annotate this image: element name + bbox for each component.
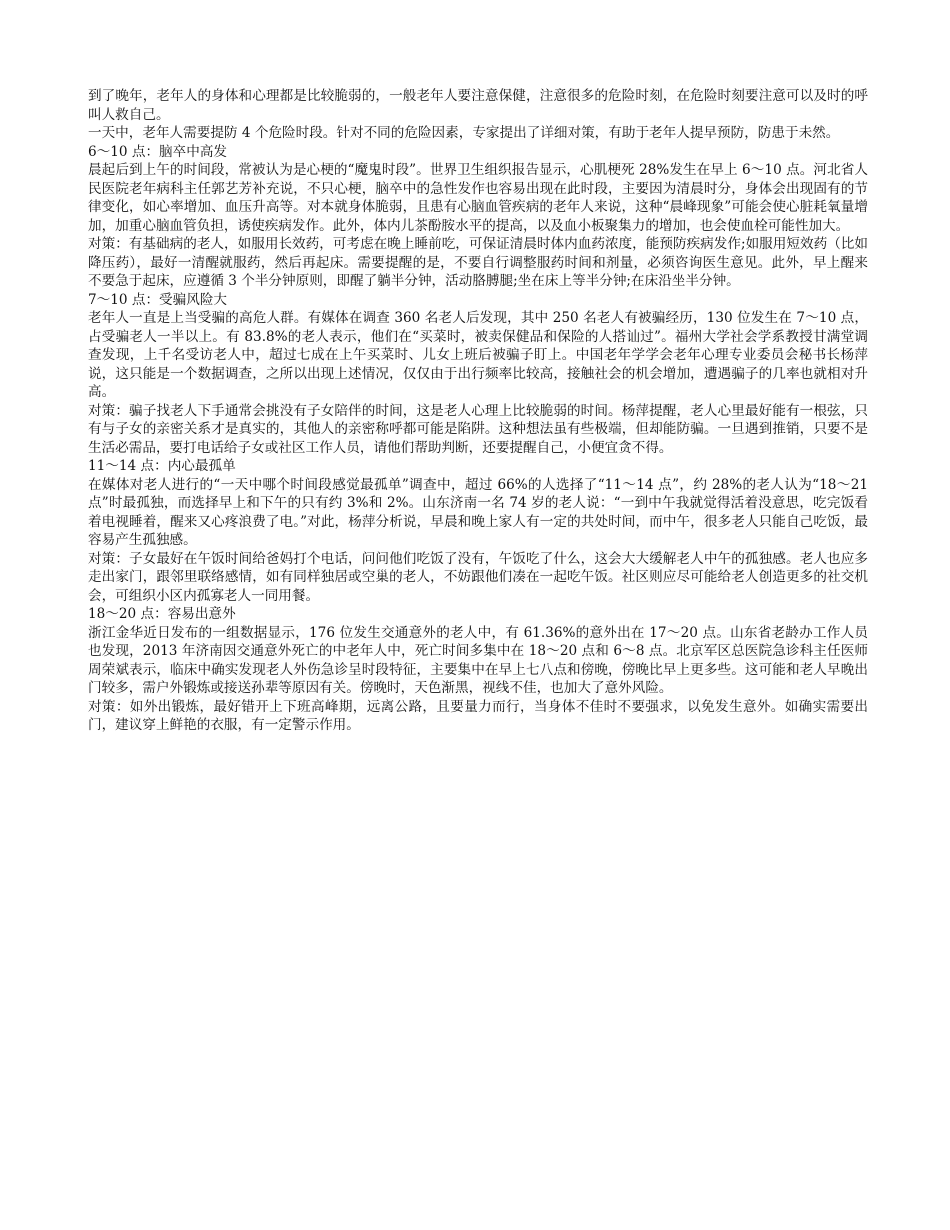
section-heading: 6～10 点：脑卒中高发 [88, 143, 228, 160]
countermeasure-paragraph: 对策：有基础病的老人，如服用长效药，可考虑在晚上睡前吃，可保证清晨时体内血药浓度，能预防疾病发作;如服用短效药（比如降压药），最好一清醒就服药，然后再起床。需要提醒的是，不要自行调整服药时间和剂量，必须咨询医生意见。此外，早上醒来不要急于起床，应遵循 3 个半分钟原则，即醒了躺半分钟，活动胳膊腿;坐在床上等半分钟;在床沿坐半分钟。 [88, 236, 868, 289]
section-paragraph: 浙江金华近日发布的一组数据显示，176 位发生交通意外的老人中，有 61.36%的意外出在 17～20 点。山东省老龄办工作人员也发现，2013 年济南因交通意外死亡的中老年人中，死亡时间多集中在 18～20 点和 6～8 点。北京军区总医院急诊科主任医师周荣斌表示，临床中确实发现老人外伤急诊呈时段特征，主要集中在早上七八点和傍晚，傍晚比早上更多些。这可能和老人早晚出门较多，需户外锻炼或接送孙辈等原因有关。傍晚时，天色渐黑，视线不佳，也加大了意外风险。 [88, 624, 868, 696]
section-paragraph: 在媒体对老人进行的“一天中哪个时间段感觉最孤单”调查中，超过 66%的人选择了“11～14 点”，约 28%的老人认为“18～21 点”时最孤独，而选择早上和下午的只有约 3%和 2%。山东济南一名 74 岁的老人说：“一到中午我就觉得活着没意思，吃完饭看着电视睡着，醒来又心疼浪费了电。”对此，杨萍分析说，早晨和晚上家人有一定的共处时间，而中午，很多老人只能自己吃饭，最容易产生孤独感。 [88, 476, 868, 548]
document-page [88, 87, 868, 735]
intro-paragraph-2: 一天中，老年人需要提防 4 个危险时段。针对不同的危险因素，专家提出了详细对策，有助于老年人提早预防，防患于未然。 [88, 125, 840, 141]
section-heading: 18～20 点：容易出意外 [88, 606, 236, 622]
section-paragraph: 晨起后到上午的时间段，常被认为是心梗的“魔鬼时段”。世界卫生组织报告显示，心肌梗死 28%发生在早上 6～10 点。河北省人民医院老年病科主任郭艺芳补充说，不只心梗，脑卒中的急性发作也容易出现在此时段，主要因为清晨时分，身体会出现固有的节律变化，如心率增加、血压升高等。对本就身体脆弱，且患有心脑血管疾病的老年人来说，这种“晨峰现象”可能会使心脏耗氧量增加，加重心脑血管负担，诱使疾病发作。此外，体内儿茶酚胺水平的提高，以及血小板聚集力的增加，也会使血栓可能性加大。 [88, 162, 868, 234]
section-fraud [88, 291, 868, 458]
section-heading: 7～10 点：受骗风险大 [88, 291, 228, 308]
section-loneliness [88, 457, 868, 605]
intro-paragraph-1: 到了晚年，老年人的身体和心理都是比较脆弱的，一般老年人要注意保健，注意很多的危险时刻，在危险时刻要注意可以及时的呼叫人救自己。 [88, 88, 868, 123]
countermeasure-paragraph: 对策：子女最好在午饭时间给爸妈打个电话，问问他们吃饭了没有，午饭吃了什么，这会大大缓解老人中午的孤独感。老人也应多走出家门，跟邻里联络感情，如有同样独居或空巢的老人，不妨跟他们凑在一起吃午饭。社区则应尽可能给老人创造更多的社交机会，可组织小区内孤寡老人一同用餐。 [88, 550, 868, 604]
section-accidents [88, 605, 868, 735]
section-heading: 11～14 点：内心最孤单 [88, 458, 236, 474]
section-paragraph: 老年人一直是上当受骗的高危人群。有媒体在调查 360 名老人后发现，其中 250 名老人有被骗经历，130 位发生在 7～10 点，占受骗老人一半以上。有 83.8%的老人表示，他们在“买菜时，被卖保健品和保险的人搭讪过”。福州大学社会学系教授甘满堂调查发现，上千名受访老人中，超过七成在上午买菜时、儿女上班后被骗子盯上。中国老年学学会老年心理专业委员会秘书长杨萍说，这只能是一个数据调查，之所以出现上述情况，仅仅由于出行频率比较高，接触社会的机会增加，遭遇骗子的几率也就相对升高。 [88, 310, 868, 400]
countermeasure-paragraph: 对策：骗子找老人下手通常会挑没有子女陪伴的时间，这是老人心理上比较脆弱的时间。杨萍提醒，老人心里最好能有一根弦，只有与子女的亲密关系才是真实的，其他人的亲密称呼都可能是陷阱。这种想法虽有些极端，但却能防骗。一旦遇到推销，只要不是生活必需品，要打电话给子女或社区工作人员，请他们帮助判断，还要提醒自己，小便宜贪不得。 [88, 402, 868, 456]
countermeasure-paragraph: 对策：如外出锻炼，最好错开上下班高峰期，远离公路，且要量力而行，当身体不佳时不要强求，以免发生意外。如确实需要出门，建议穿上鲜艳的衣服，有一定警示作用。 [88, 698, 868, 733]
section-stroke [88, 143, 868, 291]
